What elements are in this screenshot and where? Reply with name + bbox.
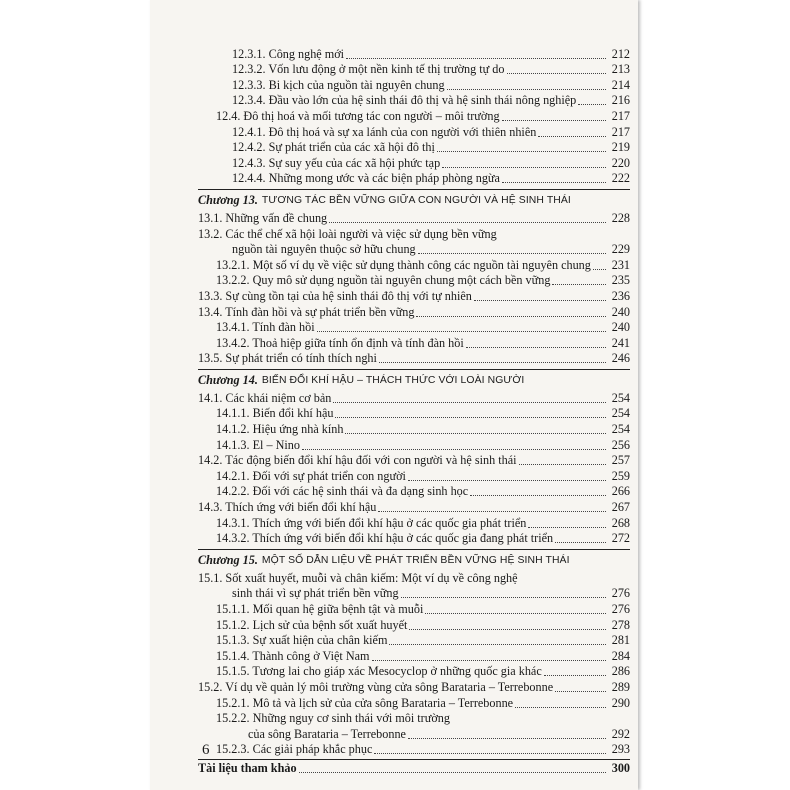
toc-entry-label: 12.4.3. Sự suy yếu của các xã hội phức tạp [232, 155, 441, 170]
dot-leader [378, 510, 606, 512]
dot-leader [335, 416, 606, 418]
toc-entry-page: 217 [611, 124, 630, 139]
toc-entry-label: 14.2. Tác động biến đổi khí hậu đối với con người và hệ sinh thái [198, 453, 517, 468]
dot-leader [515, 706, 606, 708]
dot-leader [372, 659, 606, 661]
toc-entry-label: 15.2.3. Các giải pháp khắc phục [216, 742, 373, 757]
chapter-heading [198, 369, 630, 390]
chapter-number: Chương 15. [198, 552, 258, 567]
dot-leader [519, 463, 607, 465]
toc-entry-page: 240 [611, 320, 630, 335]
toc-entry [198, 679, 630, 695]
toc-entry-page: 281 [611, 633, 630, 648]
table-of-contents [198, 46, 630, 776]
toc-entry-page: 235 [611, 273, 630, 288]
toc-entry [198, 515, 630, 531]
toc-entry [198, 437, 630, 453]
toc-entry-label: 15.2.2. Những nguy cơ sinh thái với môi trường [216, 711, 450, 726]
toc-entry [198, 601, 630, 617]
dot-leader [409, 628, 606, 630]
dot-leader [544, 674, 606, 676]
dot-leader [555, 690, 606, 692]
chapter-number: Chương 14. [198, 372, 258, 387]
chapter-heading [198, 549, 630, 570]
toc-entry-page: 268 [611, 515, 630, 530]
toc-entry-page: 214 [611, 77, 630, 92]
toc-entry-label: 15.1.5. Tương lai cho giáp xác Mesocyclop ở những quốc gia khác [216, 664, 542, 679]
toc-entry-page: 267 [611, 500, 630, 515]
dot-leader [346, 57, 606, 59]
toc-entry-label: 13.2.2. Quy mô sử dụng nguồn tài nguyên chung một cách bền vững [216, 273, 551, 288]
toc-entry-page: 290 [611, 695, 630, 710]
toc-entry-page: 259 [611, 468, 630, 483]
toc-entry [198, 633, 630, 649]
toc-entry-label: sinh thái vì sự phát triển bền vững [232, 586, 399, 601]
toc-entry-page: 254 [611, 422, 630, 437]
toc-entry-label: 14.1.2. Hiệu ứng nhà kính [216, 422, 344, 437]
toc-entry [198, 664, 630, 680]
toc-entry [198, 77, 630, 93]
toc-entry-label: nguồn tài nguyên thuộc sở hữu chung [232, 242, 416, 257]
toc-entry [198, 484, 630, 500]
toc-entry-page: 300 [611, 760, 630, 775]
toc-entry [198, 46, 630, 62]
toc-entry-page: 284 [611, 648, 630, 663]
chapter-title: TƯƠNG TÁC BỀN VỮNG GIỮA CON NGƯỜI VÀ HỆ SINH THÁI [261, 194, 571, 206]
toc-entry-page: 228 [611, 210, 630, 225]
toc-entry-label: 12.3.3. Bi kịch của nguồn tài nguyên chung [232, 77, 445, 92]
toc-entry [198, 93, 630, 109]
toc-entry-label: của sông Barataria – Terrebonne [248, 726, 406, 741]
toc-entry-label: 13.2.1. Một số ví dụ về việc sử dụng thành công các nguồn tài nguyên chung [216, 257, 591, 272]
dot-leader [389, 643, 606, 645]
toc-entry-page: 229 [611, 242, 630, 257]
toc-entry [198, 711, 630, 727]
toc-entry-label: 12.4.2. Sự phát triển của các xã hội đô thị [232, 140, 435, 155]
toc-entry [198, 499, 630, 515]
chapter-title: BIẾN ĐỔI KHÍ HẬU – THÁCH THỨC VỚI LOÀI NGƯỜI [261, 374, 525, 386]
dot-leader [520, 582, 606, 583]
dot-leader [299, 771, 606, 773]
toc-entry [198, 242, 630, 258]
toc-entry-label: 13.5. Sự phát triển có tính thích nghi [198, 351, 377, 366]
toc-entry-page: 257 [611, 453, 630, 468]
toc-entry-label: 12.3.4. Đầu vào lớn của hệ sinh thái đô thị và hệ sinh thái nông nghiệp [232, 93, 577, 108]
document-page [150, 0, 638, 790]
toc-entry [198, 406, 630, 422]
toc-entry [198, 726, 630, 742]
toc-entry-page: 276 [611, 586, 630, 601]
dot-leader [502, 181, 606, 183]
chapter-number: Chương 13. [198, 192, 258, 207]
toc-entry-label: 15.2. Ví dụ về quản lý môi trường vùng cửa sông Barataria – Terrebonne [198, 679, 554, 694]
dot-leader [447, 88, 606, 90]
toc-entry-label: 15.1.2. Lịch sử của bệnh sốt xuất huyết [216, 617, 408, 632]
toc-entry-label: 14.1.3. El – Nino [216, 437, 300, 452]
toc-entry [198, 155, 630, 171]
toc-entry-page: 276 [611, 602, 630, 616]
toc-entry [198, 453, 630, 469]
toc-entry [198, 351, 630, 367]
toc-entry [198, 586, 630, 602]
toc-entry-label: 12.4. Đô thị hoá và mối tương tác con người – môi trường [216, 108, 500, 123]
toc-entry [198, 648, 630, 664]
toc-entry-page: 217 [611, 108, 630, 123]
dot-leader [302, 448, 606, 450]
dot-leader [442, 166, 606, 168]
toc-entry [198, 273, 630, 289]
dot-leader [499, 238, 606, 239]
toc-entry-label: 14.2.2. Đối với các hệ sinh thái và đa dạng sinh học [216, 484, 469, 499]
toc-entry-label: 12.4.4. Những mong ước và các biện pháp phòng ngừa [232, 171, 500, 186]
toc-entry-page: 241 [611, 335, 630, 350]
toc-entry-label: 14.1.1. Biến đổi khí hậu [216, 406, 334, 421]
dot-leader [425, 612, 606, 614]
dot-leader [528, 526, 606, 528]
toc-entry-label: 12.3.1. Công nghệ mới [232, 46, 345, 61]
toc-entry-label: 13.1. Những vấn đề chung [198, 210, 328, 225]
toc-entry-page: 219 [611, 140, 630, 155]
toc-entry-label: 13.4. Tính đàn hồi và sự phát triển bền vững [198, 304, 415, 319]
toc-entry [198, 140, 630, 156]
toc-entry [198, 288, 630, 304]
toc-entry-label: 15.1.4. Thành công ở Việt Nam [216, 648, 370, 663]
toc-entry-label: 14.3.2. Thích ứng với biến đổi khí hậu ở các quốc gia đang phát triển [216, 531, 554, 546]
toc-entry [198, 257, 630, 273]
toc-entry-page: 220 [611, 155, 630, 170]
toc-entry-label: 13.4.2. Thoả hiệp giữa tính ổn định và tính đàn hồi [216, 335, 464, 350]
chapter-heading [198, 189, 630, 210]
toc-entry [198, 742, 630, 758]
toc-entry-page: 240 [611, 304, 630, 319]
toc-entry-page: 266 [611, 484, 630, 499]
toc-entry [198, 304, 630, 320]
toc-entry [198, 210, 630, 226]
toc-entry-label: 12.3.2. Vốn lưu động ở một nền kinh tế thị trường tự do [232, 62, 505, 77]
dot-leader [502, 119, 606, 121]
toc-entry-label: 13.3. Sự cùng tồn tại của hệ sinh thái đô thị với tự nhiên [198, 288, 472, 303]
toc-entry-label: 14.2.1. Đối với sự phát triển con người [216, 468, 406, 483]
dot-leader [507, 72, 607, 74]
toc-entry-page: 236 [611, 288, 630, 303]
toc-entry-page: 256 [611, 437, 630, 452]
dot-leader [401, 596, 606, 598]
dot-leader [474, 299, 606, 301]
toc-entry [198, 695, 630, 711]
dot-leader [317, 330, 606, 332]
toc-entry [198, 124, 630, 140]
toc-entry [198, 468, 630, 484]
toc-entry-page: 254 [611, 406, 630, 421]
toc-entry-label: 14.1. Các khái niệm cơ bản [198, 390, 332, 405]
dot-leader [466, 346, 606, 348]
dot-leader [379, 361, 606, 363]
dot-leader [555, 541, 606, 543]
toc-entry-label: 15.1.3. Sự xuất hiện của chân kiếm [216, 633, 388, 648]
dot-leader [374, 752, 606, 754]
toc-entry-page: 286 [611, 664, 630, 679]
dot-leader [408, 737, 606, 739]
toc-entry-label: 13.2. Các thể chế xã hội loài người và việc sử dụng bền vững [198, 226, 497, 241]
toc-entry-page: 222 [611, 171, 630, 186]
toc-entry [198, 171, 630, 187]
toc-entry-page: 292 [611, 726, 630, 741]
toc-entry [198, 62, 630, 78]
toc-entry-page: 246 [611, 351, 630, 366]
chapter-title: MỘT SỐ DẪN LIỆU VỀ PHÁT TRIỂN BỀN VỮNG HỆ SINH THÁI [261, 554, 570, 566]
toc-entry [198, 390, 630, 406]
references-entry [198, 759, 630, 776]
dot-leader [452, 722, 606, 723]
toc-entry-page: 216 [611, 93, 630, 108]
toc-entry-page: 289 [611, 679, 630, 694]
toc-entry-label: 14.3. Thích ứng với biến đổi khí hậu [198, 500, 377, 515]
toc-entry-label: 15.1. Sốt xuất huyết, muỗi và chân kiếm: Một ví dụ về công nghệ [198, 570, 518, 585]
toc-entry [198, 226, 630, 242]
toc-entry-page: 213 [611, 62, 630, 77]
dot-leader [345, 432, 606, 434]
toc-entry-page: 254 [611, 390, 630, 405]
dot-leader [333, 401, 606, 403]
dot-leader [418, 252, 606, 254]
toc-entry-label: Tài liệu tham khảo [198, 760, 297, 775]
toc-entry-page: 293 [611, 742, 630, 757]
toc-entry-page: 272 [611, 531, 630, 546]
dot-leader [552, 283, 606, 285]
dot-leader [437, 150, 606, 152]
toc-entry-page: 231 [611, 257, 630, 272]
toc-entry [198, 421, 630, 437]
dot-leader [329, 221, 606, 223]
toc-entry [198, 108, 630, 124]
toc-entry-page: 212 [611, 46, 630, 61]
dot-leader [470, 494, 606, 496]
dot-leader [578, 103, 606, 105]
toc-entry [198, 570, 630, 586]
toc-entry-page: 278 [611, 617, 630, 632]
dot-leader [593, 268, 606, 270]
toc-entry [198, 531, 630, 547]
dot-leader [416, 315, 606, 317]
toc-entry-label: 12.4.1. Đô thị hoá và sự xa lánh của con người với thiên nhiên [232, 124, 537, 139]
toc-entry [198, 335, 630, 351]
toc-entry-label: 15.1.1. Mối quan hệ giữa bệnh tật và muỗi [216, 602, 424, 616]
toc-entry [198, 617, 630, 633]
page-number: 6 [202, 742, 210, 758]
toc-entry-label: 14.3.1. Thích ứng với biến đổi khí hậu ở các quốc gia phát triển [216, 515, 527, 530]
toc-entry [198, 320, 630, 336]
dot-leader [538, 135, 606, 137]
toc-entry-label: 15.2.1. Mô tả và lịch sử của cửa sông Barataria – Terrebonne [216, 695, 514, 710]
dot-leader [408, 479, 606, 481]
toc-entry-label: 13.4.1. Tính đàn hồi [216, 320, 315, 335]
